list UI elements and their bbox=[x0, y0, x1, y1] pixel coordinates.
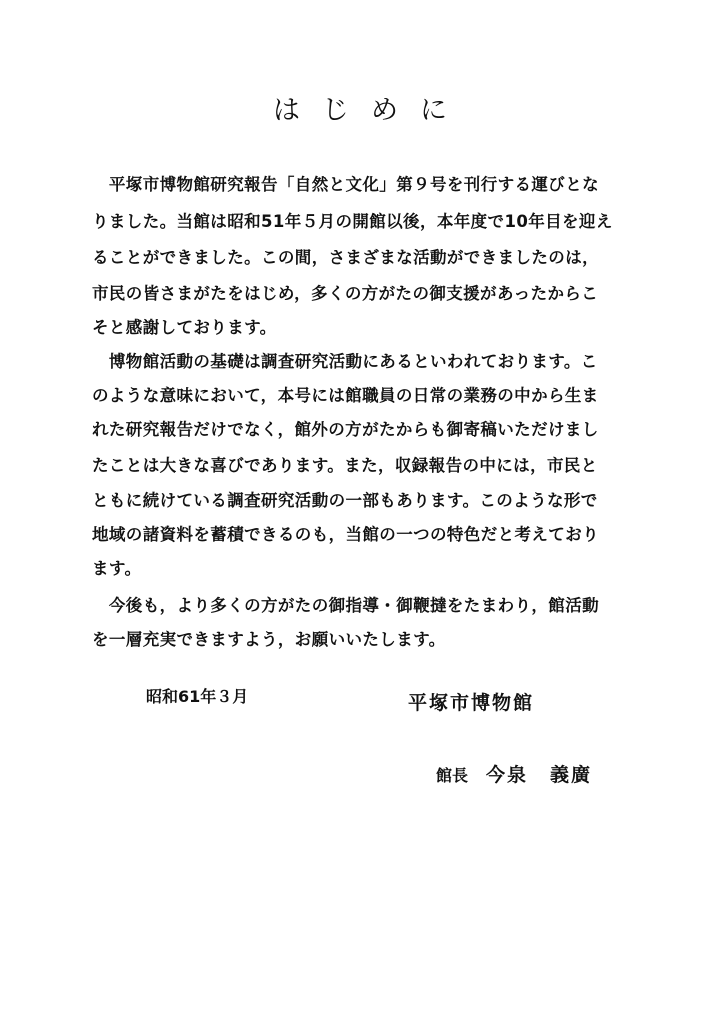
signature-block bbox=[436, 760, 592, 787]
organization-name: 平塚市博物館 bbox=[408, 692, 535, 714]
body-line: のような意味において，本号には館職員の日常の業務の中から生ま bbox=[92, 386, 599, 405]
body-line: ともに続けている調査研究活動の一部もあります。このような形で bbox=[92, 491, 598, 510]
signer-given-name: 義廣 bbox=[550, 764, 593, 786]
body-line: れた研究報告だけでなく，館外の方がたからも御寄稿いただけまし bbox=[92, 420, 599, 439]
body-line: 今後も，より多くの方がたの御指導・御鞭撻をたまわり，館活動 bbox=[92, 596, 599, 615]
body-line: ることができました。この間，さまざまな活動ができましたのは， bbox=[92, 248, 599, 267]
signer-surname: 今泉 bbox=[486, 764, 529, 786]
issue-date: 昭和61年３月 bbox=[146, 687, 249, 706]
signer-title: 館長 bbox=[436, 766, 469, 785]
body-line: たことは大きな喜びであります。また，収録報告の中には，市民と bbox=[92, 456, 598, 475]
body-line: 平塚市博物館研究報告「自然と文化」第９号を刊行する運びとな bbox=[92, 175, 599, 194]
page-title: はじめに bbox=[273, 95, 469, 126]
body-line: りました。当館は昭和51年５月の開館以後，本年度で10年目を迎え bbox=[92, 212, 613, 231]
body-line: ます。 bbox=[92, 559, 142, 578]
body-line: そと感謝しております。 bbox=[92, 318, 277, 337]
body-line: 地域の諸資料を蓄積できるのも，当館の一つの特色だと考えており bbox=[92, 525, 599, 544]
body-line: 博物館活動の基礎は調査研究活動にあるといわれております。こ bbox=[92, 352, 598, 371]
body-line: を一層充実できますよう，お願いいたします。 bbox=[92, 630, 446, 649]
body-line: 市民の皆さまがたをはじめ，多くの方がたの御支援があったからこ bbox=[92, 284, 599, 303]
